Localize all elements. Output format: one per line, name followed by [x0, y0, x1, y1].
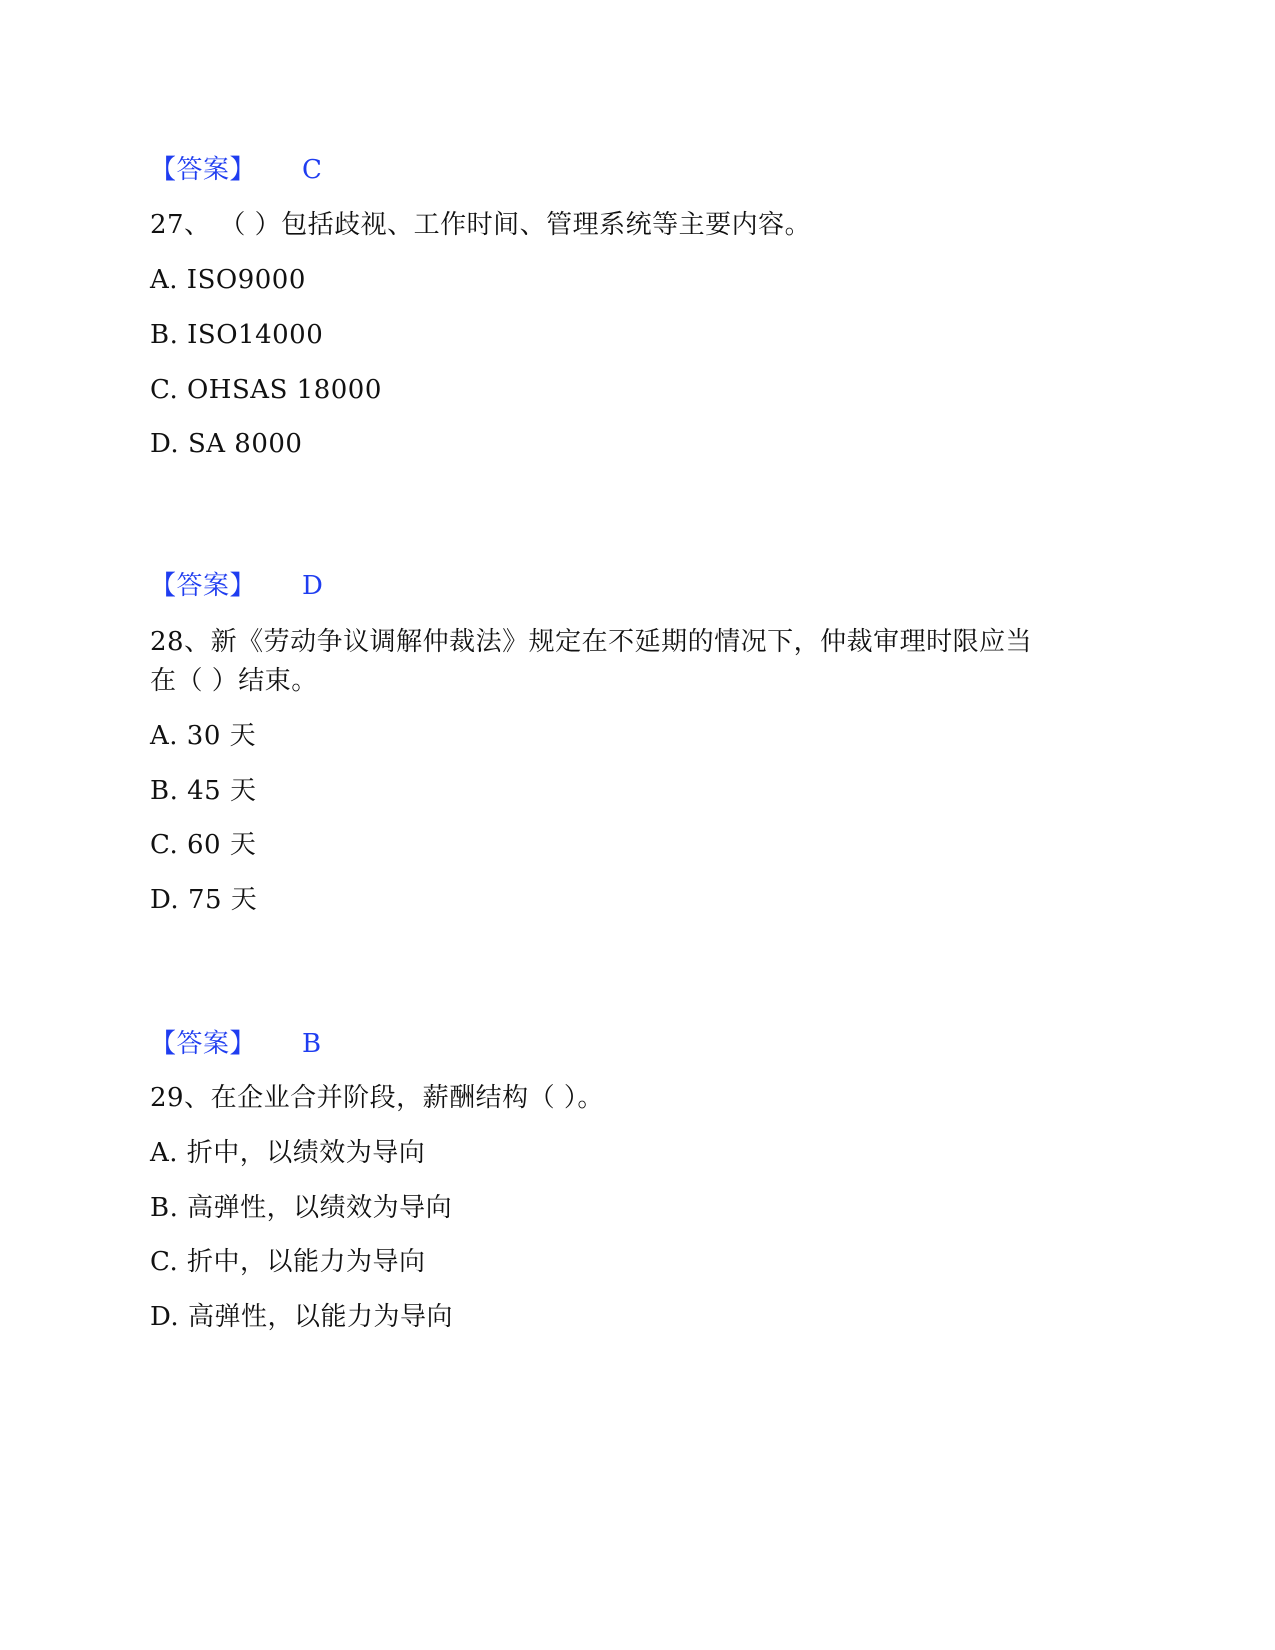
question-27-option-c: C. OHSAS 18000 [150, 375, 382, 405]
answer-label: 【答案】 [150, 155, 257, 185]
answer-label: 【答案】 [150, 1029, 257, 1059]
question-27-text: 27、 （ ）包括歧视、工作时间、管理系统等主要内容。 [150, 210, 812, 240]
answer-line-3 [150, 1024, 322, 1064]
question-29-option-a: A. 折中，以绩效为导向 [150, 1138, 426, 1168]
answer-line-2 [150, 566, 323, 606]
answer-value: B [302, 1029, 322, 1059]
answer-value: D [302, 571, 324, 601]
question-29-text: 29、在企业合并阶段，薪酬结构（ ）。 [150, 1083, 604, 1113]
question-27-option-a: A. ISO9000 [150, 265, 306, 295]
question-28-option-d: D. 75 天 [150, 885, 258, 915]
question-29-option-b: B. 高弹性，以绩效为导向 [150, 1193, 453, 1223]
answer-line-1 [150, 150, 322, 190]
question-28-text-line-1: 28、新《劳动争议调解仲裁法》规定在不延期的情况下，仲裁审理时限应当 [150, 627, 1033, 657]
question-28-text-line-2: 在（ ）结束。 [150, 666, 318, 696]
question-29-option-d: D. 高弹性，以能力为导向 [150, 1302, 453, 1332]
question-28-option-c: C. 60 天 [150, 830, 257, 860]
question-27-option-d: D. SA 8000 [150, 429, 303, 459]
answer-value: C [302, 155, 323, 185]
question-28-option-b: B. 45 天 [150, 776, 257, 806]
answer-label: 【答案】 [150, 571, 257, 601]
question-28-option-a: A. 30 天 [150, 721, 257, 751]
question-27-option-b: B. ISO14000 [150, 320, 324, 350]
question-29-option-c: C. 折中，以能力为导向 [150, 1247, 426, 1277]
